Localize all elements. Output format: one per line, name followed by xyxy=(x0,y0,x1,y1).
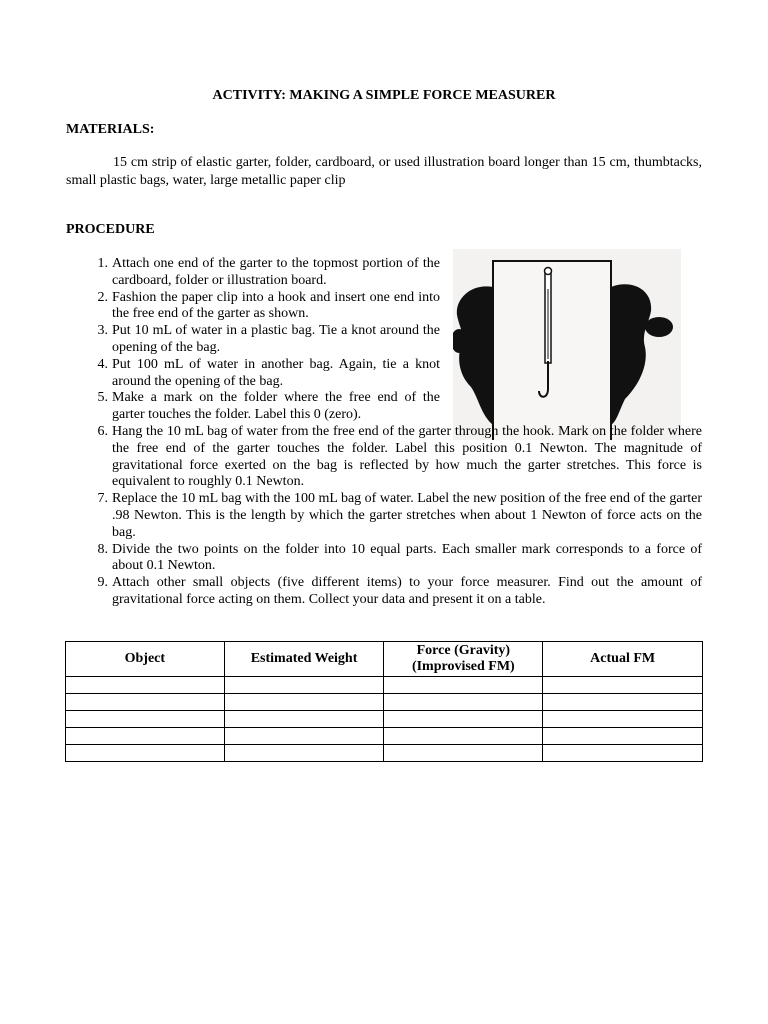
procedure-step: 5. Make a mark on the folder where the free end of the garter touches the folder. Label this 0 (zero). xyxy=(97,390,440,423)
procedure-heading: PROCEDURE xyxy=(66,222,155,237)
procedure-steps xyxy=(66,256,702,609)
table-cell[interactable] xyxy=(224,745,384,762)
table-cell[interactable] xyxy=(384,728,543,745)
table-cell[interactable] xyxy=(384,694,543,711)
table-cell[interactable] xyxy=(543,728,703,745)
procedure-step: 9. Attach other small objects (five different items) to your force measurer. Find out the amount of gravitational force acting on them. Collect your data and present it on a table. xyxy=(97,575,702,607)
table-cell[interactable] xyxy=(224,711,384,728)
table-cell[interactable] xyxy=(224,728,384,745)
table-cell[interactable] xyxy=(543,677,703,694)
table-cell[interactable] xyxy=(224,677,384,694)
procedure-step: 3. Put 10 mL of water in a plastic bag. Tie a knot around the opening of the bag. xyxy=(97,323,440,355)
column-header-object: Object xyxy=(66,642,225,677)
table-cell[interactable] xyxy=(66,694,225,711)
table-cell[interactable] xyxy=(543,711,703,728)
activity-title: ACTIVITY: MAKING A SIMPLE FORCE MEASURER xyxy=(212,88,556,103)
procedure-step: 2. Fashion the paper clip into a hook and insert one end into the free end of the garter as shown. xyxy=(97,289,440,322)
materials-heading: MATERIALS: xyxy=(66,122,155,137)
table-row xyxy=(66,745,703,762)
materials-text: 15 cm strip of elastic garter, folder, cardboard, or used illustration board longer than 15 cm, thumbtacks, small plastic bags, water, large metallic paper clip xyxy=(66,155,702,188)
procedure-step: 7. Replace the 10 mL bag with the 100 mL bag of water. Label the new position of the free end of the garter .98 Newton. This is the length by which the garter stretches when about 1 Newton of force acts on the bag. xyxy=(97,491,702,540)
column-header-estimated-weight: Estimated Weight xyxy=(224,642,384,677)
table-cell[interactable] xyxy=(66,745,225,762)
table-cell[interactable] xyxy=(543,694,703,711)
table-row xyxy=(66,728,703,745)
table-cell[interactable] xyxy=(66,728,225,745)
table-cell[interactable] xyxy=(543,745,703,762)
procedure-step: 1. Attach one end of the garter to the topmost portion of the cardboard, folder or illustration board. xyxy=(97,256,440,288)
column-header-actual-fm: Actual FM xyxy=(543,642,703,677)
table-cell[interactable] xyxy=(384,745,543,762)
table-cell[interactable] xyxy=(66,677,225,694)
table-row xyxy=(66,694,703,711)
column-header-force-gravity: Force (Gravity) (Improvised FM) xyxy=(384,642,543,677)
table-header-row xyxy=(66,642,703,677)
table-cell[interactable] xyxy=(384,677,543,694)
table-cell[interactable] xyxy=(224,694,384,711)
table-row xyxy=(66,711,703,728)
data-table xyxy=(65,641,703,762)
procedure-step: 4. Put 100 mL of water in another bag. Again, tie a knot around the opening of the bag. xyxy=(97,356,440,389)
table-cell[interactable] xyxy=(384,711,543,728)
procedure-step: 6. Hang the 10 mL bag of water from the free end of the garter through the hook. Mark on the folder where the free end of the garter touches the folder. Label this position 0.1 Newton. The magnitude of gravitational force exerted on the bag is reflected by how much the garter stretches. This force is equivalent to roughly 0.1 Newton. xyxy=(97,423,702,490)
table-row xyxy=(66,677,703,694)
table-cell[interactable] xyxy=(66,711,225,728)
procedure-step: 8. Divide the two points on the folder into 10 equal parts. Each smaller mark corresponds to a force of about 0.1 Newton. xyxy=(97,541,702,574)
